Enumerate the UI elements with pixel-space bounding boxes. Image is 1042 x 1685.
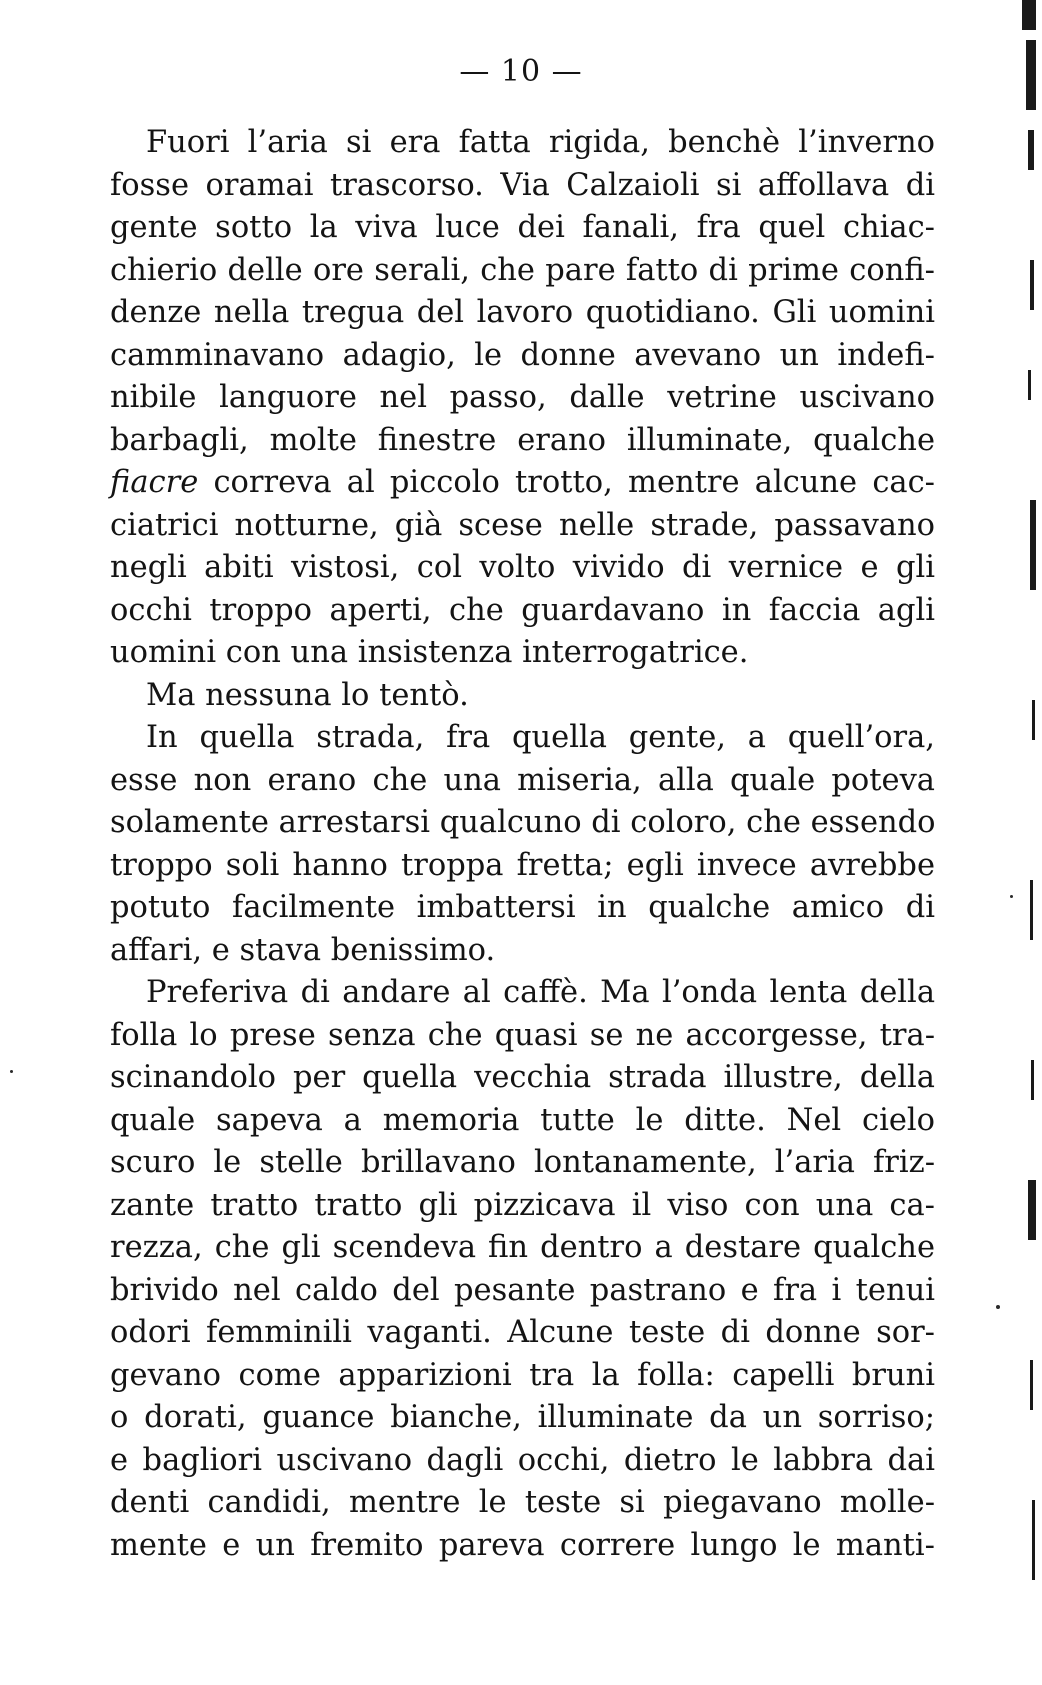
text-line: denti candidi, mentre le teste si piegavano molle- <box>110 1485 935 1520</box>
text-line: Ma nessuna lo tentò. <box>146 677 469 713</box>
scan-speck <box>996 1305 1000 1309</box>
text-line: negli abiti vistosi, col volto vivido di vernice e gli <box>110 550 935 585</box>
scan-mark <box>1032 1500 1035 1580</box>
text-line: esse non erano che una miseria, alla quale poteva <box>110 762 935 798</box>
scan-mark <box>1028 130 1034 170</box>
text-line-rest: correva al piccolo trotto, mentre alcune cac- <box>213 465 935 500</box>
text-line: In quella strada, fra quella gente, a quell’ora, <box>146 720 935 755</box>
text-line: solamente arrestarsi qualcuno di coloro, che essendo <box>110 805 936 840</box>
scan-speck <box>1010 895 1013 898</box>
scan-mark <box>1022 0 1036 30</box>
text-line: Fuori l’aria si era fatta rigida, benchè l’inverno <box>146 125 935 160</box>
scan-speck <box>10 1070 13 1073</box>
scan-mark <box>1030 260 1034 310</box>
text-line: scinandolo per quella vecchia strada illustre, della <box>110 1060 935 1095</box>
text-line: e bagliori uscivano dagli occhi, dietro le labbra dai <box>110 1442 935 1478</box>
text-line: odori femminili vaganti. Alcune teste di donne sor- <box>110 1315 935 1350</box>
text-line: Preferiva di andare al caffè. Ma l’onda lenta della <box>146 975 935 1010</box>
text-line: gente sotto la viva luce dei fanali, fra quel chiac- <box>110 210 935 245</box>
text-line: gevano come apparizioni tra la folla: capelli bruni <box>110 1357 935 1393</box>
text-line-with-italic <box>110 462 935 505</box>
text-line: nibile languore nel passo, dalle vetrine uscivano <box>110 380 935 415</box>
text-line: ciatrici notturne, già scese nelle strade, passavano <box>110 507 935 543</box>
scan-mark <box>1028 370 1031 400</box>
text-line: zante tratto tratto gli pizzicava il viso con una ca- <box>110 1187 935 1223</box>
text-line: scuro le stelle brillavano lontanamente, l’aria friz- <box>110 1145 935 1180</box>
text-line: mente e un fremito pareva correre lungo le manti- <box>110 1527 935 1563</box>
paragraph <box>110 717 935 972</box>
text-line: o dorati, guance bianche, illuminate da un sorriso; <box>110 1400 935 1435</box>
text-line: rezza, che gli scendeva fin dentro a destare qualche <box>110 1230 935 1265</box>
page-number: — 10 — <box>459 54 583 89</box>
text-line: quale sapeva a memoria tutte le ditte. Nel cielo <box>110 1102 935 1138</box>
scan-mark <box>1031 1060 1034 1100</box>
scan-mark <box>1028 1180 1036 1240</box>
text-line: denze nella tregua del lavoro quotidiano. Gli uomini <box>110 295 935 330</box>
text-line: affari, e stava benissimo. <box>110 932 496 968</box>
scan-mark <box>1032 700 1035 740</box>
paragraph <box>110 122 935 675</box>
text-line: uomini con una insistenza interrogatrice. <box>110 635 749 670</box>
text-line: occhi troppo aperti, che guardavano in faccia agli <box>110 592 935 628</box>
binding-edge-artifacts <box>1016 0 1042 1685</box>
text-line: potuto facilmente imbattersi in qualche amico di <box>110 890 935 925</box>
scan-mark <box>1030 1360 1033 1410</box>
body-text <box>110 122 935 1567</box>
text-line: folla lo prese senza che quasi se ne accorgesse, tra- <box>110 1017 935 1053</box>
text-line: camminavano adagio, le donne avevano un indefi- <box>110 337 935 373</box>
scan-mark <box>1026 40 1036 110</box>
scan-mark <box>1030 500 1036 590</box>
text-line: fosse oramai trascorso. Via Calzaioli si affollava di <box>110 167 935 203</box>
paragraph <box>110 972 935 1567</box>
text-line: brivido nel caldo del pesante pastrano e fra i tenui <box>110 1272 935 1308</box>
italic-word: fiacre <box>110 465 199 500</box>
scan-mark <box>1030 880 1033 940</box>
paragraph <box>110 675 935 718</box>
text-line: chierio delle ore serali, che pare fatto di prime confi- <box>110 252 935 288</box>
text-line: troppo soli hanno troppa fretta; egli invece avrebbe <box>110 847 935 883</box>
text-line: barbagli, molte finestre erano illuminate, qualche <box>110 422 935 458</box>
